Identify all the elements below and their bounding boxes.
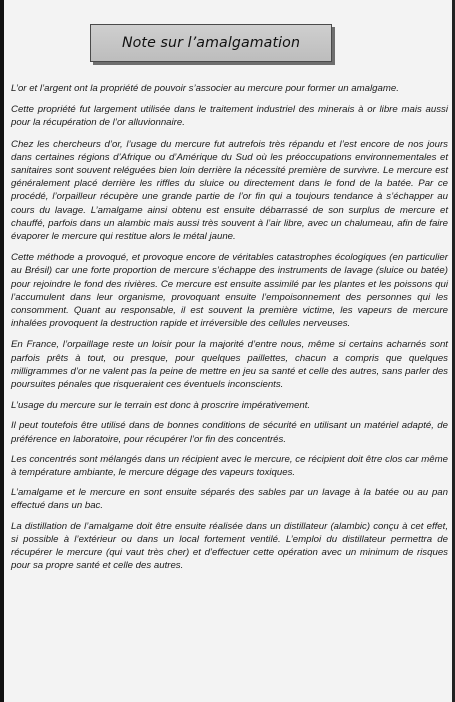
paragraph-2: Cette propriété fut largement utilisée dans le traitement industriel des minerais à or libre mais aussi pour la récupération de l’or alluvionnaire. [11, 104, 448, 129]
page-title: Note sur l’amalgamation [121, 35, 301, 51]
paragraph-9: L’amalgame et le mercure en sont ensuite séparés des sables par un lavage à la batée ou au pan effectué dans un bac. [11, 487, 448, 512]
paragraph-7: Il peut toutefois être utilisé dans de bonnes conditions de sécurité en utilisant un matériel adapté, de préférence en laboratoire, pour récupérer l’or fin des concentrés. [11, 420, 448, 445]
paragraph-1: L’or et l’argent ont la propriété de pouvoir s’associer au mercure pour former un amalgame. [11, 83, 399, 94]
title-box [90, 24, 332, 62]
article-body [11, 82, 448, 581]
paragraph-5: En France, l’orpaillage reste un loisir pour la majorité d’entre nous, même si certains acharnés sont parfois prêts à tout, ou presque, pour quelques paillettes, chacun a compris que quelques milligrammes d’or ne valent pas la peine de mettre en jeu sa santé et celle des autres, sans parler des poursuites pénales que risqueraient ces éventuels inconscients. [11, 339, 448, 391]
paragraph-10: La distillation de l’amalgame doit être ensuite réalisée dans un distillateur (alambic) conçu à cet effet, si possible à l’extérieur ou dans un local fortement ventilé. L’emploi du distillateur permettra de récupérer le mercure (qui vaut très cher) et d’effectuer cette opération avec un minimum de risques pour sa propre santé et celle des autres. [11, 520, 448, 572]
paragraph-4: Cette méthode a provoqué, et provoque encore de véritables catastrophes écologiques (en particulier au Brésil) car une forte proportion de mercure s’échappe des instruments de lavage (sluice ou batée) pour rejoindre le fond des rivières. Ce mercure est ensuite assimilé par les plantes et les poissons qui l’accumulent dans leur organisme, provoquant ensuite l’empoisonnement des personnes qui les consomment. Quant au responsable, il est souvent la première victime, les vapeurs de mercure inhalées provoquent la destruction rapide et irréversible des cellules nerveuses. [11, 252, 448, 330]
paragraph-3: Chez les chercheurs d’or, l’usage du mercure fut autrefois très répandu et l’est encore de nos jours dans certaines régions d’Afrique ou d’Amérique du Sud où les préoccupations environnementales et sanitaires sont souvent reléguées bien loin derrière la nécessité première de survivre. Le mercure est généralement placé derrière les riffles du sluice ou directement dans le fond de la batée. Par ce procédé, l’orpailleur récupère une grande partie de l’or fin qui a toujours tendance à s’échapper au cours du lavage. L’amalgame ainsi obtenu est ensuite débarrassé de son surplus de mercure et chauffé, parfois dans un alambic mais aussi très souvent à l’air libre, avec un chalumeau, afin de faire évaporer le mercure qui restitue alors le métal jaune. [11, 138, 448, 243]
paragraph-8: Les concentrés sont mélangés dans un récipient avec le mercure, ce récipient doit être clos car même à température ambiante, le mercure dégage des vapeurs toxiques. [11, 453, 448, 479]
paragraph-6: L’usage du mercure sur le terrain est donc à proscrire impérativement. [11, 400, 311, 412]
